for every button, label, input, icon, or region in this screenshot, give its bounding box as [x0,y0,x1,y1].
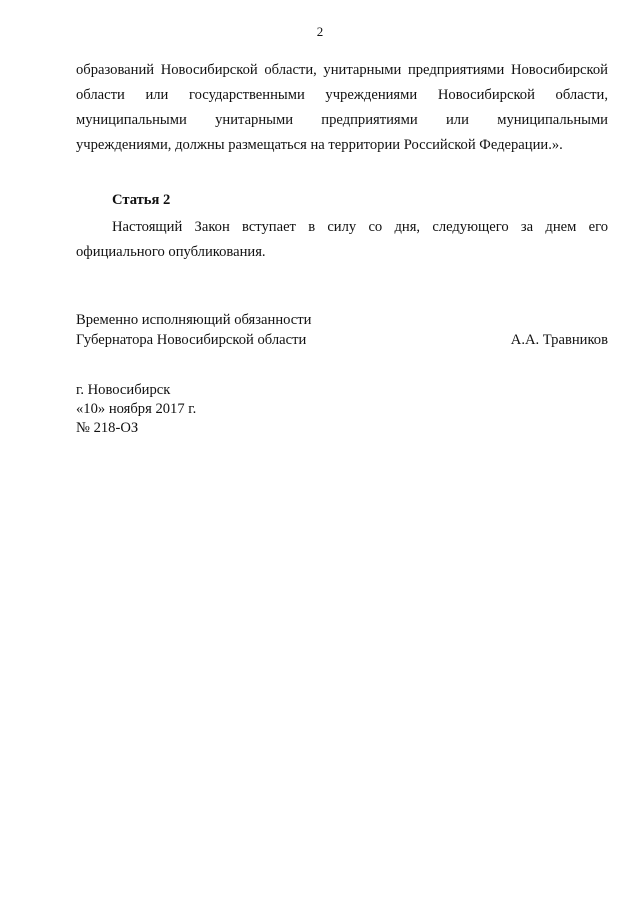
paragraph-continuation: образований Новосибирской области, унитарными предприятиями Новосибирской области или государственными учреждениями Новосибирской области, муниципальными унитарными предприятиями или муниципальными учреждениями, должны размещаться на территории Российской Федерации.». [76,62,608,153]
law-date: «10» ноября 2017 г. [76,401,197,417]
signatory-name: А.А. Травников [510,332,608,348]
signatory-title-line1: Временно исполняющий обязанности [76,312,312,328]
signatory-title-line2: Губернатора Новосибирской области [76,332,307,348]
place-date-block [76,381,196,438]
signatory-line [76,330,608,350]
law-number: № 218-ОЗ [76,420,139,436]
page-number: 2 [316,24,324,39]
signature-block [76,310,608,350]
article-heading: Статья 2 [112,192,171,208]
city: г. Новосибирск [76,382,171,398]
article-text: Настоящий Закон вступает в силу со дня, следующего за днем его официального опубликования. [76,219,608,260]
